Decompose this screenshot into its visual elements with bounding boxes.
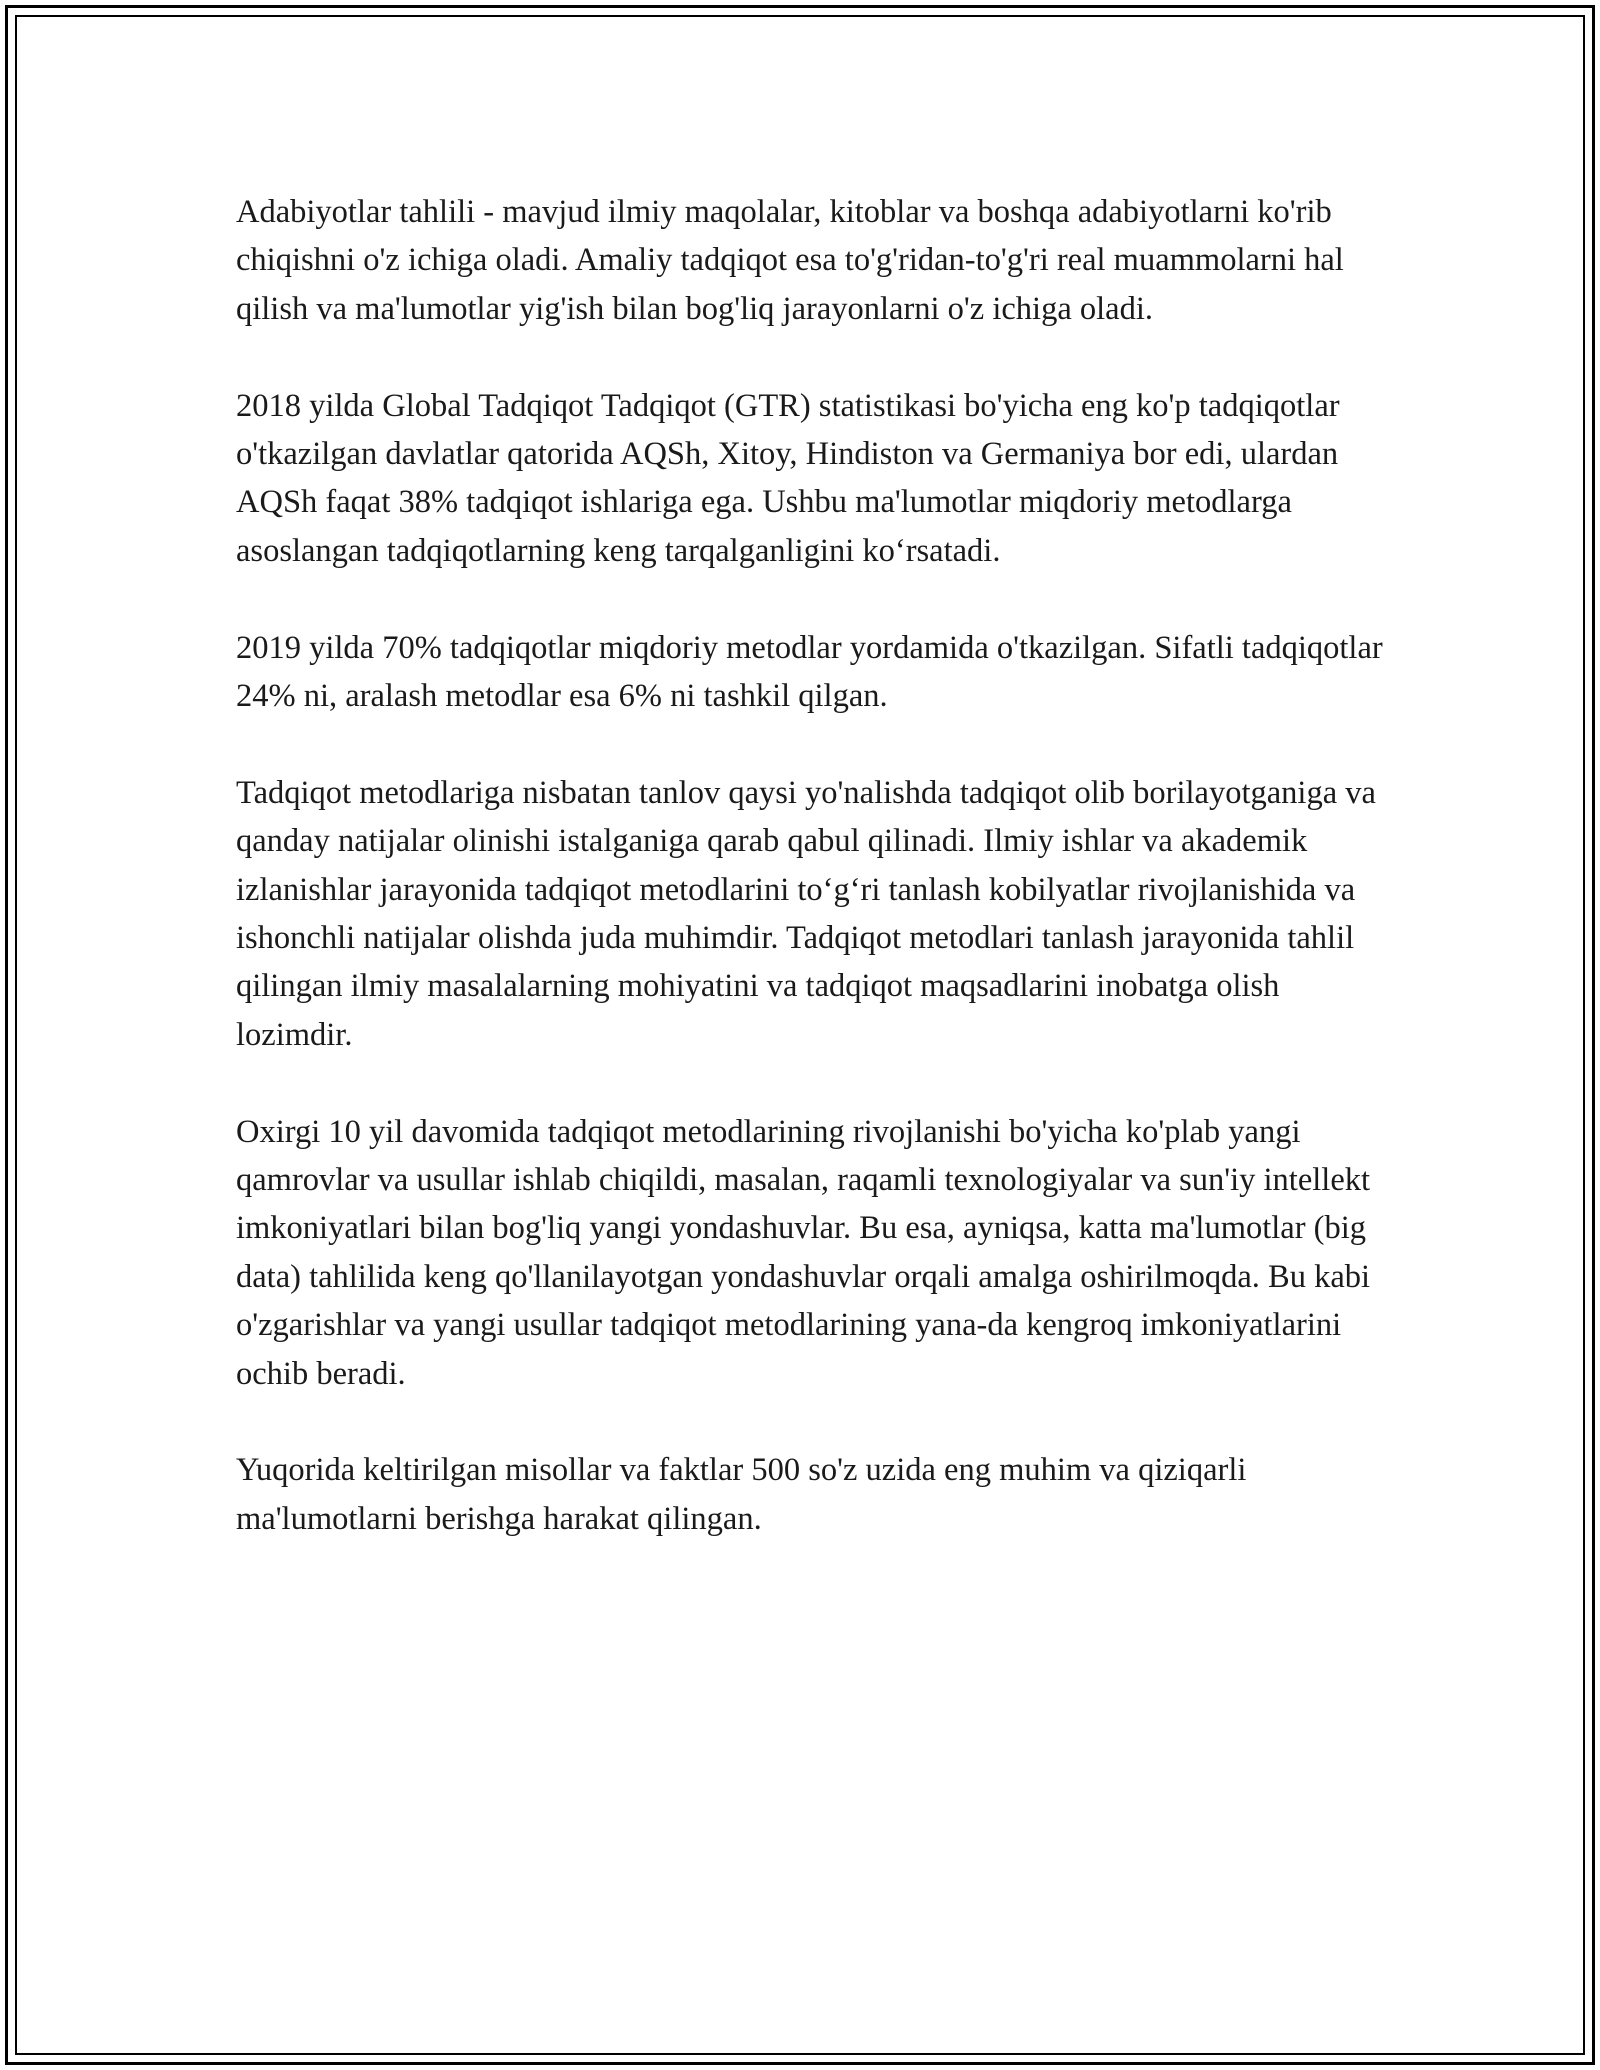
paragraph-methods-2019: 2019 yilda 70% tadqiqotlar miqdoriy metodlar yordamida o'tkazilgan. Sifatli tadqiqotlar 24% ni, aralash metodlar esa 6% ni tashkil qilgan. [236, 629, 1383, 715]
paragraph-method-selection: Tadqiqot metodlariga nisbatan tanlov qaysi yo'nalishda tadqiqot olib borilayotganiga va qanday natijalar olinishi istalganiga qarab qabul qilinadi. Ilmiy ishlar va akademik izlanishlar jarayonida tadqiqot metodlarini to‘g‘ri tanlash kobilyatlar rivojlanishida va ishonchli natijalar olishda juda muhimdir. Tadqiqot metodlari tanlash jarayonida tahlil qilingan ilmiy masalalarning mohiyatini va tadqiqot maqsadlarini inobatga olish lozimdir. [236, 774, 1376, 1053]
paragraph-conclusion: Yuqorida keltirilgan misollar va faktlar 500 so'z uzida eng muhim va qiziqarli ma'lumotlarni berishga harakat qilingan. [236, 1452, 1247, 1537]
paragraph-literature-review: Adabiyotlar tahlili - mavjud ilmiy maqolalar, kitoblar va boshqa adabiyotlarni ko'rib chiqishni o'z ichiga oladi. Amaliy tadqiqot esa to'g'ridan-to'g'ri real muammolarni hal qilish va ma'lumotlar yig'ish bilan bog'liq jarayonlarni o'z ichiga oladi. [236, 194, 1344, 327]
paragraph-last-decade: Oxirgi 10 yil davomida tadqiqot metodlarining rivojlanishi bo'yicha ko'plab yangi qamrovlar va usullar ishlab chiqildi, masalan, raqamli texnologiyalar va sun'iy intellekt imkoniyatlari bilan bog'liq yangi yondashuvlar. Bu esa, ayniqsa, katta ma'lumotlar (big data) tahlilida keng qo'llanilayotgan yondashuvlar orqali amalga oshirilmoqda. Bu kabi o'zgarishlar va yangi usullar tadqiqot metodlarining yana-da kengroq imkoniyatlarini ochib beradi. [236, 1113, 1371, 1392]
paragraph-gtr-statistics-2018: 2018 yilda Global Tadqiqot Tadqiqot (GTR) statistikasi bo'yicha eng ko'p tadqiqotlar o'tkazilgan davlatlar qatorida AQSh, Xitoy, Hindiston va Germaniya bor edi, ulardan AQSh faqat 38% tadqiqot ishlariga ega. Ushbu ma'lumotlar miqdoriy metodlarga asoslangan tadqiqotlarning keng tarqalganligini ko‘rsatadi. [236, 387, 1340, 569]
document-body [236, 188, 1396, 1543]
